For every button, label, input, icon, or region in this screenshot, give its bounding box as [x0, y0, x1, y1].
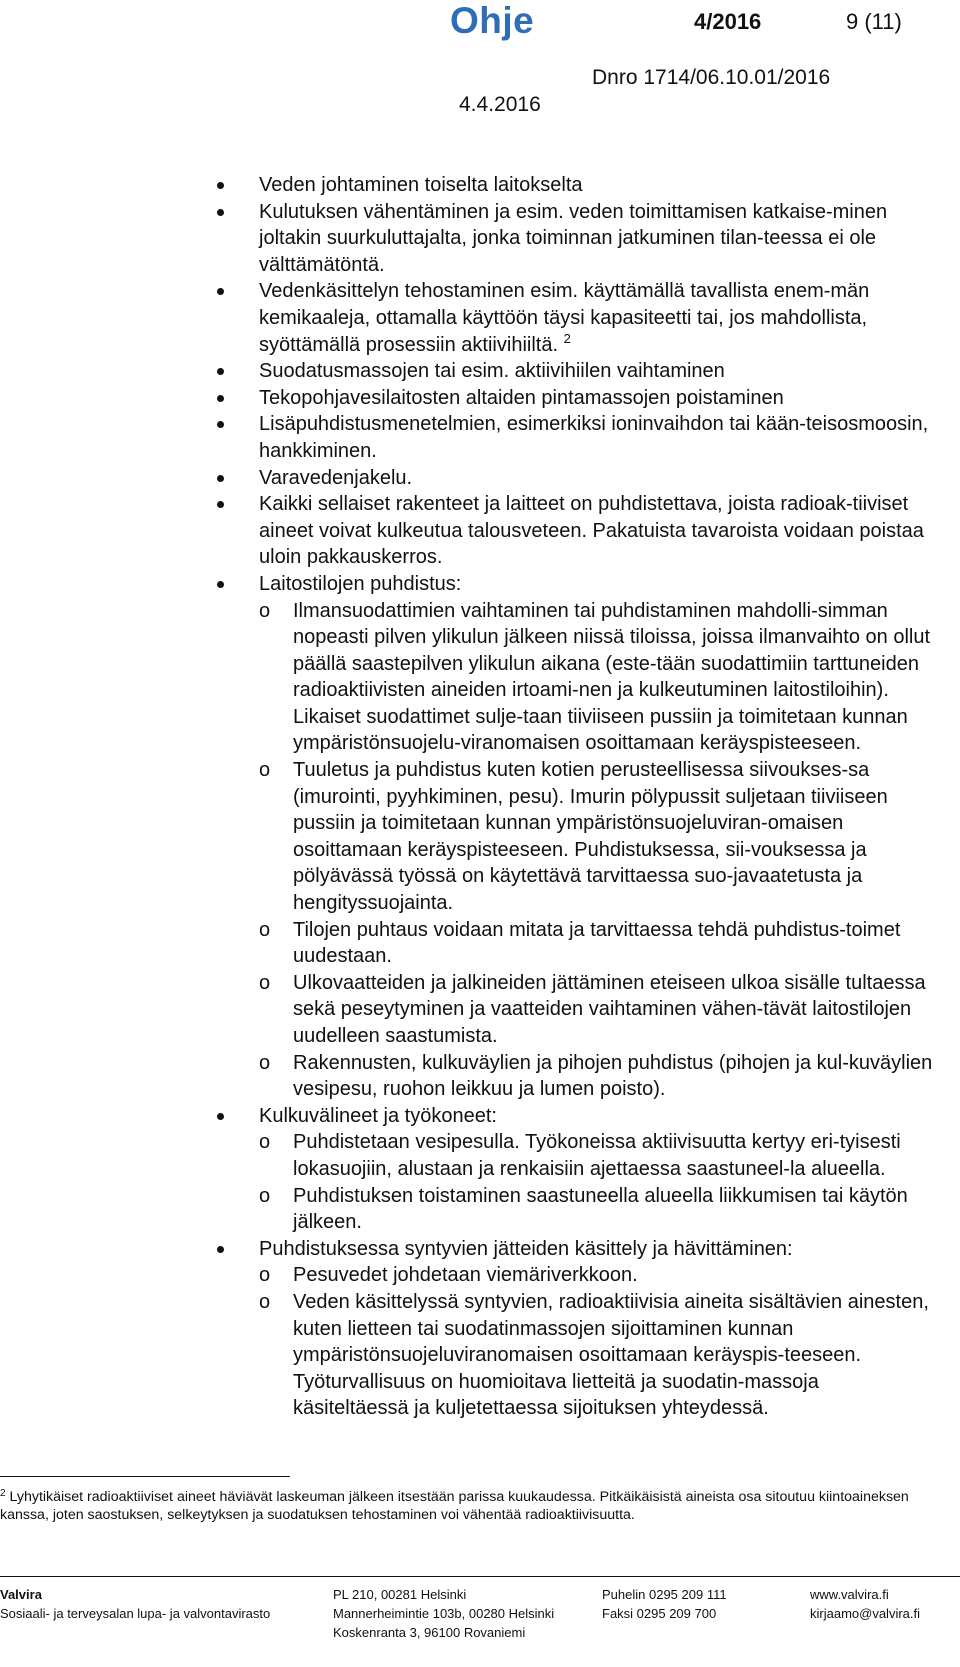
- sublist-item: o Tuuletus ja puhdistus kuten kotien perusteellisessa siivoukses-sa (imurointi, pyyhkiminen, pesu). Imurin pölypussit suljetaan tiiviiseen pussiin ja toimitetaan kunnan ympäristönsuojeluviran-omaisen osoittamaan keräyspisteeseen. Puhdistuksessa, sii-vouksessa ja pölyävässä työssä on käytettävä tarvittaessa suo-javaatetusta ja hengityssuojainta.: [259, 759, 888, 915]
- section-heading: Kulkuvälineet ja työkoneet:: [259, 1104, 497, 1127]
- list-item: Lisäpuhdistusmenetelmien, esimerkiksi ioninvaihdon tai kään-teisosmoosin, hankkiminen.: [217, 411, 937, 464]
- footer-address: Koskenranta 3, 96100 Rovaniemi: [333, 1625, 526, 1640]
- footer-contact-column: [602, 1585, 727, 1623]
- sublist: [259, 1262, 937, 1422]
- bullet-icon: [217, 288, 224, 295]
- circle-bullet-icon: o: [259, 1051, 271, 1074]
- list-item: Suodatusmassojen tai esim. aktiivihiilen vaihtaminen: [217, 358, 937, 385]
- measures-list: [217, 172, 937, 1422]
- footer-org-column: [0, 1585, 270, 1623]
- document-body: [217, 172, 937, 1422]
- footer-address-column: [333, 1585, 554, 1642]
- bullet-icon: [217, 581, 224, 588]
- circle-bullet-icon: o: [259, 759, 271, 782]
- footer-address: PL 210, 00281 Helsinki: [333, 1587, 467, 1602]
- section-heading: Puhdistuksessa syntyvien jätteiden käsittely ja hävittäminen:: [259, 1237, 793, 1260]
- list-item-jatteet: [217, 1236, 937, 1422]
- list-item: Varavedenjakelu.: [217, 465, 937, 492]
- circle-bullet-icon: o: [259, 918, 271, 941]
- footnote-reference: 2: [563, 330, 571, 346]
- bullet-icon: [217, 209, 224, 216]
- section-heading: Laitostilojen puhdistus:: [259, 572, 462, 595]
- sublist-item: o Puhdistuksen toistaminen saastuneella alueella liikkumisen tai käytön jälkeen.: [259, 1184, 908, 1234]
- bullet-icon: [217, 1113, 224, 1120]
- document-date: 4.4.2016: [459, 93, 541, 116]
- footnote-divider: [0, 1476, 290, 1477]
- list-item: Kulutuksen vähentäminen ja esim. veden toimittamisen katkaise-minen joltakin suurkuluttajalta, jonka toiminnan jatkuminen tilan-teessa ei ole välttämätöntä.: [217, 199, 937, 279]
- footer-website-link[interactable]: www.valvira.fi: [810, 1587, 889, 1602]
- circle-bullet-icon: o: [259, 1264, 271, 1287]
- bullet-icon: [217, 395, 224, 402]
- bullet-icon: [217, 368, 224, 375]
- page-number: 9 (11): [846, 9, 902, 34]
- list-item: Kaikki sellaiset rakenteet ja laitteet on puhdistettava, joista radioak-tiiviset aineet voivat kulkeutua talousveteen. Pakatuista tavaroista voidaan poistaa uloin pakkauskerros.: [217, 491, 937, 571]
- sublist-item: o Tilojen puhtaus voidaan mitata ja tarvittaessa tehdä puhdistus-toimet uudestaan.: [259, 918, 901, 968]
- sublist-item: o Ulkovaatteiden ja jalkineiden jättäminen eteiseen ulkoa sisälle tultaessa sekä peseytyminen ja vaatteiden vaihtaminen vähen-tävät laitostilojen uudelleen saastumista.: [259, 971, 926, 1047]
- bullet-icon: [217, 501, 224, 508]
- sublist-item: o Pesuvedet johdetaan viemäriverkkoon.: [259, 1262, 937, 1289]
- bullet-icon: [217, 421, 224, 428]
- issue-number: 4/2016: [694, 9, 762, 34]
- sublist-item: o Veden käsittelyssä syntyvien, radioaktiivisia aineita sisältävien ainesten, kuten lietteen tai suodatinmassojen sijoittaminen kunnan ympäristönsuojeluviranomaisen osoittamaan keräyspis-teeseen. Työturvallisuus on huomioitava lietteitä ja suodatin-massoja käsiteltäessä ja kuljetettaessa sijoituksen yhteydessä.: [259, 1290, 929, 1420]
- footnote-text: Lyhytikäiset radioaktiiviset aineet häviävät laskeuman jälkeen itsestään parissa kuukaudessa. Pitkäikäisistä aineista osa sitoutuu kiintoaineksen kanssa, joten saostuksen, selkeytyksen ja suodatuksen tehostaminen voi vähentää radioaktiivisuutta.: [0, 1489, 909, 1523]
- footer-divider: [0, 1576, 960, 1577]
- bullet-icon: [217, 475, 224, 482]
- footer-address: Mannerheimintie 103b, 00280 Helsinki: [333, 1606, 555, 1621]
- bullet-icon: [217, 1246, 224, 1253]
- bullet-icon: [217, 182, 224, 189]
- circle-bullet-icon: o: [259, 1131, 271, 1154]
- list-item: Tekopohjavesilaitosten altaiden pintamassojen poistaminen: [217, 385, 937, 412]
- footer-email-link[interactable]: kirjaamo@valvira.fi: [810, 1606, 920, 1621]
- circle-bullet-icon: o: [259, 1184, 271, 1207]
- footer-web-column: [810, 1585, 920, 1623]
- circle-bullet-icon: o: [259, 1290, 271, 1313]
- footer-phone: Puhelin 0295 209 111: [602, 1587, 727, 1602]
- sublist: [259, 598, 937, 1103]
- footer-fax: Faksi 0295 209 700: [602, 1606, 717, 1621]
- list-item-kulkuvalineet: [217, 1103, 937, 1236]
- document-type-title: Ohje: [450, 0, 535, 41]
- sublist-item: o Rakennusten, kulkuväylien ja pihojen puhdistus (pihojen ja kul-kuväylien vesipesu, ruohon leikkuu ja lumen poisto).: [259, 1051, 933, 1101]
- list-item: Veden johtaminen toiselta laitokselta: [217, 172, 937, 199]
- record-number: Dnro 1714/06.10.01/2016: [592, 66, 831, 89]
- footer-org-full: Sosiaali- ja terveysalan lupa- ja valvontavirasto: [0, 1606, 271, 1621]
- circle-bullet-icon: o: [259, 971, 271, 994]
- sublist: [259, 1129, 937, 1235]
- footnote: [0, 1488, 960, 1524]
- sublist-item: o Ilmansuodattimien vaihtaminen tai puhdistaminen mahdolli-simman nopeasti pilven ylikulun jälkeen niissä tiloissa, joissa ilmanvaihto on ollut päällä saastepilven ylikulun aikana (este-tään suodattimiin tarttuneiden radioaktiivisten aineiden irtoami-nen ja kulkeutuminen laitostiloihin). Likaiset suodattimet sulje-taan tiiviiseen pussiin ja toimitetaan kunnan ympäristönsuojelu-viranomaisen osoittamaan keräyspisteeseen.: [259, 599, 931, 755]
- list-item: Vedenkäsittelyn tehostaminen esim. käyttämällä tavallista enem-män kemikaaleja, ottamalla käyttöön täysi kapasiteetti tai, jos mahdollista, syöttämällä prosessiin aktiivihiiltä. $^2$: [217, 278, 937, 358]
- footnote-number: 2: [0, 1488, 6, 1499]
- sublist-item: o Puhdistetaan vesipesulla. Työkoneissa aktiivisuutta kertyy eri-tyisesti lokasuojiin, alustaan ja renkaisiin ajettaessa saastuneel-la alueella.: [259, 1131, 901, 1180]
- list-item-laitostilat: [217, 571, 937, 1103]
- footer-org-name: Valvira: [0, 1587, 42, 1602]
- circle-bullet-icon: o: [259, 599, 271, 622]
